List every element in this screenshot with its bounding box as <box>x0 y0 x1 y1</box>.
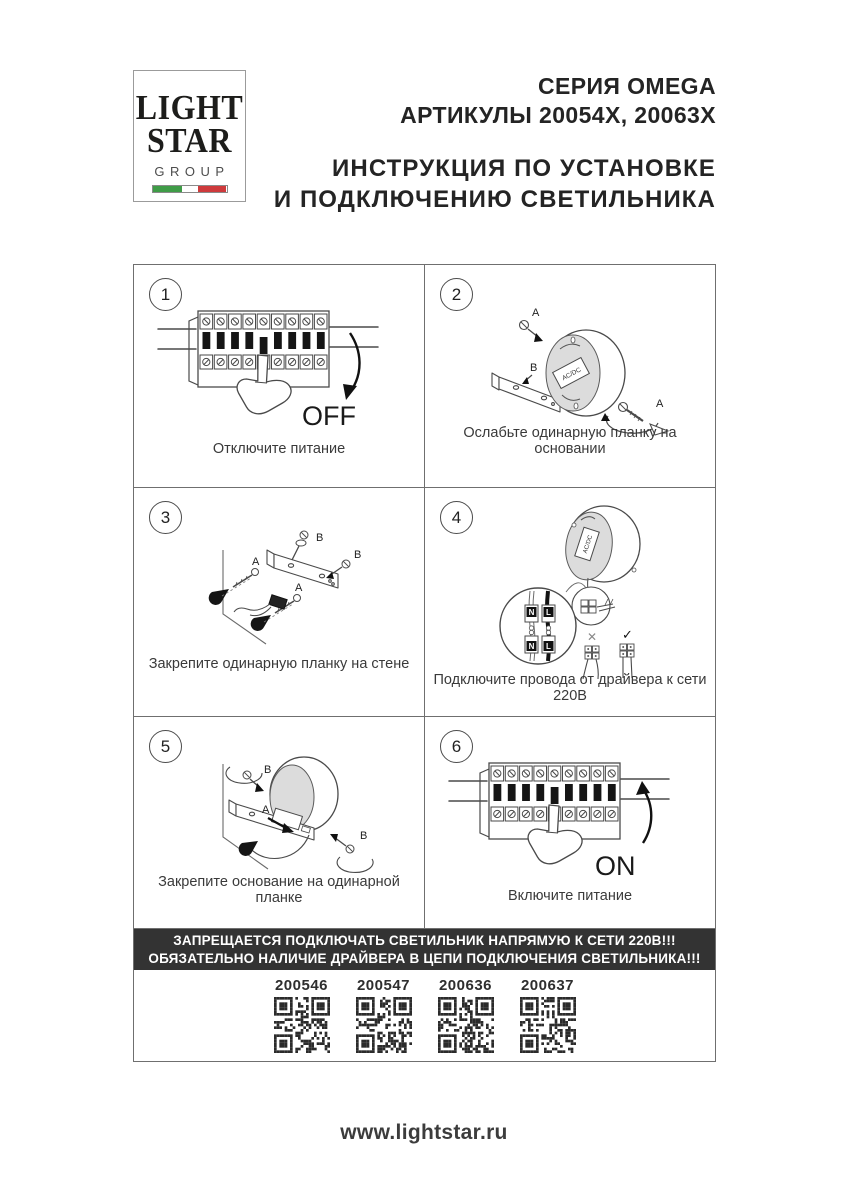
step-5-cell <box>134 717 425 928</box>
breaker-on-illustration <box>443 743 695 893</box>
article-code: 200547 <box>356 977 411 994</box>
steps-frame <box>133 264 716 1062</box>
step-1-number: 1 <box>160 284 171 304</box>
instruction-title-line1: ИНСТРУКЦИЯ ПО УСТАНОВКЕ <box>332 155 716 182</box>
header <box>274 72 716 215</box>
connect-wires-illustration <box>438 498 703 693</box>
screw-a-top <box>520 321 544 343</box>
round-base <box>546 330 625 416</box>
screw-b-top <box>226 767 264 792</box>
small-connector-circle <box>572 587 615 625</box>
wall-anchor <box>239 841 258 856</box>
warning-line-1: ЗАПРЕЩАЕТСЯ ПОДКЛЮЧАТЬ СВЕТИЛЬНИК НАПРЯМУЮ К СЕТИ 220В!!! <box>173 932 676 948</box>
off-arrow <box>343 333 360 400</box>
warning-line-2: ОБЯЗАТЕЛЬНО НАЛИЧИЕ ДРАЙВЕРА В ЦЕПИ ПОДКЛЮЧЕНИЯ СВЕТИЛЬНИКА!!! <box>148 950 701 966</box>
step-5-caption: Закрепите основание на одинарной планке <box>158 874 400 906</box>
step-6-cell <box>425 717 715 928</box>
italian-flag-stripe <box>152 185 228 193</box>
fix-bracket-wall-illustration <box>154 507 404 660</box>
terminal-n1: N <box>528 608 535 617</box>
logo-word-group: GROUP <box>154 164 230 179</box>
step-2-cell <box>425 265 715 487</box>
website-url: www.lightstar.ru <box>340 1121 508 1144</box>
step-3-number: 3 <box>160 507 171 527</box>
label-b1: B <box>316 532 324 544</box>
logo-word-star: STAR <box>147 120 232 160</box>
on-label: ON <box>595 851 636 881</box>
label-b2: B <box>360 830 368 842</box>
b-arrow <box>522 375 532 384</box>
off-label: OFF <box>302 401 356 431</box>
qr-code-image <box>438 997 494 1053</box>
article-code: 200636 <box>438 977 493 994</box>
driver-label: AC/DC <box>582 534 595 555</box>
articles-line: АРТИКУЛЫ 20054X, 20063X <box>400 102 716 128</box>
qr-section <box>134 970 715 1053</box>
step-3-caption: Закрепите одинарную планку на стене <box>148 656 410 672</box>
label-a2: A <box>656 398 664 410</box>
step-4-number: 4 <box>451 507 462 527</box>
on-arrow <box>636 781 651 843</box>
step-5-number: 5 <box>160 736 171 756</box>
step-4-cell <box>425 488 715 716</box>
step-1-caption: Отключите питание <box>212 441 346 457</box>
label-a1: A <box>252 556 260 568</box>
article-code: 200637 <box>520 977 575 994</box>
series-title: СЕРИЯ OMEGA <box>537 73 716 99</box>
driver-label: AC/DC <box>561 366 583 383</box>
anchor-screw-a1 <box>209 569 259 605</box>
lightstar-logo <box>133 70 246 202</box>
step-2-caption: Ослабьте одинарную планку на основании <box>463 425 677 457</box>
step-6-number: 6 <box>451 736 462 756</box>
steps-row-3 <box>134 717 715 929</box>
fix-base-bracket-illustration <box>154 736 404 889</box>
label-a1: A <box>532 307 540 319</box>
right-mark: ✓ <box>622 627 633 642</box>
label-b1: B <box>264 764 272 776</box>
steps-row-2 <box>134 488 715 717</box>
terminal-magnifier <box>500 588 576 664</box>
qr-item <box>356 977 412 1053</box>
step-4-caption: Подключите провода от драйвера к сети 220В <box>433 672 707 704</box>
flag-white-segment <box>182 186 198 192</box>
connector-block <box>234 595 287 616</box>
qr-code-image <box>356 997 412 1053</box>
wrong-mark: ✕ <box>587 630 598 644</box>
flag-red-segment <box>198 186 226 192</box>
terminal-n2: N <box>528 642 535 651</box>
wire-loop <box>251 835 309 858</box>
terminal-l1: L <box>546 608 551 617</box>
qr-item <box>520 977 576 1053</box>
label-b2: B <box>354 549 362 561</box>
warning-banner <box>134 929 715 970</box>
mount-bracket <box>267 550 338 588</box>
breaker-off-illustration <box>152 291 404 441</box>
terminal-l2: L <box>546 642 551 651</box>
step-2-number: 2 <box>451 284 462 304</box>
label-a2: A <box>295 582 303 594</box>
qr-item <box>274 977 330 1053</box>
qr-item <box>438 977 494 1053</box>
steps-row-1 <box>134 265 715 488</box>
step-6-caption: Включите питание <box>507 888 633 904</box>
instruction-title <box>274 153 716 215</box>
logo-word-light: LIGHT <box>135 87 244 127</box>
label-a: A <box>262 804 270 816</box>
step-3-cell <box>134 488 425 716</box>
bolt-b1 <box>292 531 308 560</box>
qr-code-image <box>520 997 576 1053</box>
qr-code-image <box>274 997 330 1053</box>
loosen-bracket-illustration <box>440 285 700 445</box>
label-b: B <box>530 362 538 374</box>
article-code: 200546 <box>274 977 329 994</box>
step-1-cell <box>134 265 425 487</box>
flag-green-segment <box>153 186 183 192</box>
right-connector <box>620 627 634 678</box>
instruction-title-line2: И ПОДКЛЮЧЕНИЮ СВЕТИЛЬНИКА <box>273 186 716 213</box>
